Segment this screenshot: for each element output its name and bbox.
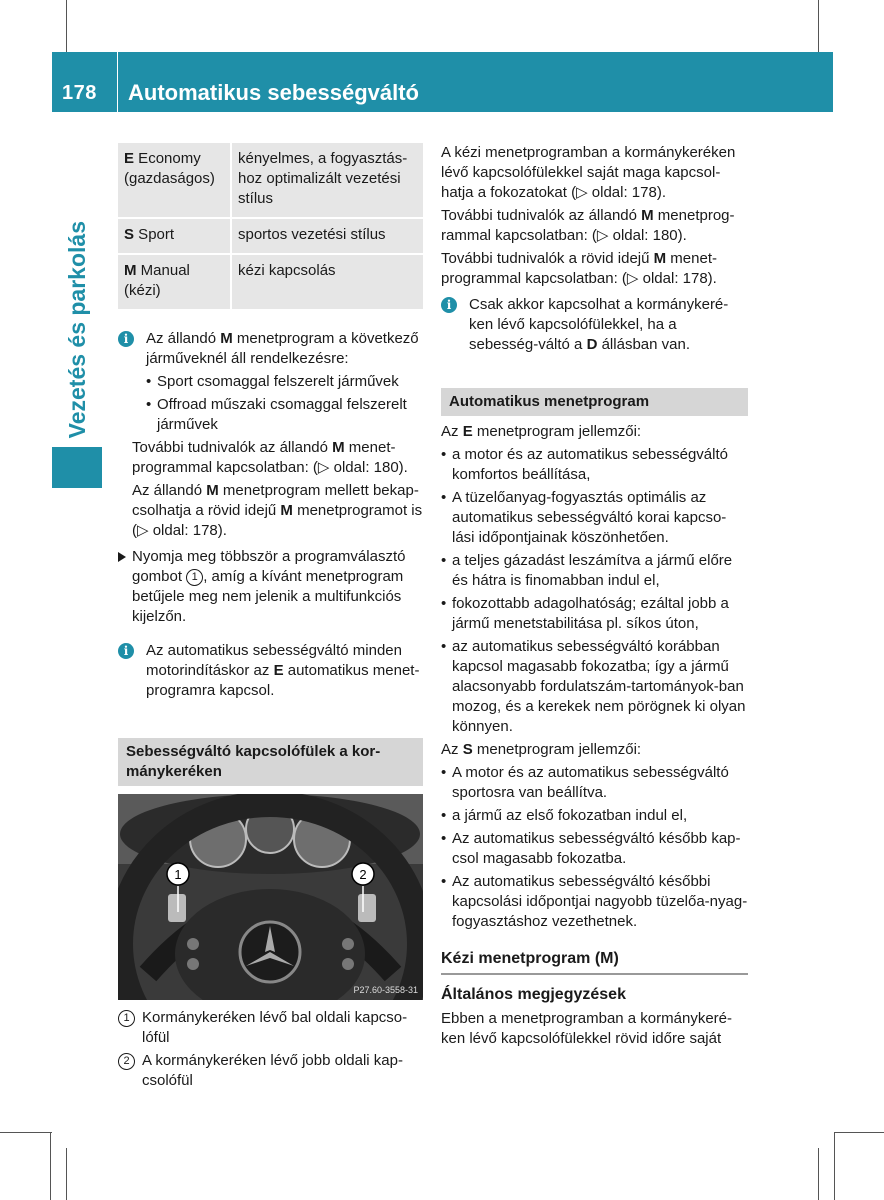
legend-item: 2 A kormánykeréken lévő jobb oldali kap-csolófül xyxy=(118,1051,423,1091)
list-item: • Az automatikus sebességváltó későbbi kapcsolási időpontjai nagyobb tüzelőa-nyag-fogyasztáshoz vezethetnek. xyxy=(441,872,748,932)
paragraph: Az E menetprogram jellemzői: xyxy=(441,423,642,440)
list-item: • fokozottabb adagolhatóság; ezáltal jobb a jármű menetstabilitása pl. síkos úton, xyxy=(441,594,748,634)
list-item: • a jármű az első fokozatban indul el, xyxy=(441,806,748,826)
table-cell-mode: S Sport xyxy=(118,218,231,254)
bullet-list xyxy=(146,372,423,435)
side-tab xyxy=(52,112,102,438)
crop-mark xyxy=(834,1132,835,1200)
table-cell-desc: sportos vezetési stílus xyxy=(231,218,423,254)
list-item: • az automatikus sebességváltó korábban kapcsol magasabb fokozatba; így a jármű alacsonyabb fordulatszám-tartományok-ban mozog, és a kerekek nem pörögnek ki olyan könnyen. xyxy=(441,637,748,737)
crop-mark xyxy=(834,1132,884,1133)
section-heading: Sebességváltó kapcsolófülek a kor-mánykeréken xyxy=(118,738,423,786)
info-icon: i xyxy=(441,297,457,313)
crop-mark xyxy=(50,1132,51,1200)
left-column xyxy=(118,143,423,1094)
list-item: • A motor és az automatikus sebességváltó sportosra van beállítva. xyxy=(441,763,748,803)
paragraph: További tudnivalók a rövid idejű M menet-programmal kapcsolatban: (▷ oldal: 178). xyxy=(441,250,717,287)
instruction-step: Nyomja meg többször a programválasztó gombot 1 , amíg a kívánt menetprogram betűjele meg nem jelenik a multifunkciós kijelzőn. xyxy=(118,547,423,627)
table-row xyxy=(118,218,423,254)
table-cell-desc: kézi kapcsolás xyxy=(231,254,423,309)
paragraph: További tudnivalók az állandó M menetprog-rammal kapcsolatban: (▷ oldal: 180). xyxy=(441,207,735,244)
paragraph: További tudnivalók az állandó M menet-programmal kapcsolatban: (▷ oldal: 180). xyxy=(132,439,408,476)
bullet-list xyxy=(441,763,748,932)
info-note: i Az automatikus sebességváltó minden motorindításkor az E automatikus menet-programra kapcsol. xyxy=(118,641,423,701)
arrow-right-icon xyxy=(118,552,126,562)
crop-mark xyxy=(0,1132,52,1133)
table-row xyxy=(118,254,423,309)
info-icon: i xyxy=(118,643,134,659)
image-code: P27.60-3558-31 xyxy=(353,985,418,995)
list-item: • Offroad műszaki csomaggal felszerelt járművek xyxy=(146,395,423,435)
crop-mark xyxy=(66,0,67,52)
section-heading: Automatikus menetprogram xyxy=(441,388,748,416)
callout-1-label: 1 xyxy=(174,867,182,882)
crop-mark xyxy=(818,1148,819,1200)
side-tab-marker xyxy=(52,447,102,488)
header-divider xyxy=(117,52,118,112)
callout-2-label: 2 xyxy=(359,867,367,882)
side-tab-label: Vezetés és parkolás xyxy=(63,220,90,438)
crop-mark xyxy=(66,1148,67,1200)
callout-2-icon: 2 xyxy=(118,1053,135,1070)
info-note: i Az állandó M menetprogram a következő járműveknél áll rendelkezésre: xyxy=(118,329,423,369)
page-title: Automatikus sebességváltó xyxy=(128,80,419,105)
right-column xyxy=(441,143,748,1052)
callout-1-icon: 1 xyxy=(118,1010,135,1027)
list-item: • Az automatikus sebességváltó később kap-csol magasabb fokozatba. xyxy=(441,829,748,869)
crop-mark xyxy=(818,0,819,52)
paragraph: A kézi menetprogramban a kormánykeréken lévő kapcsolófülekkel saját maga kapcsol-hatja a fokozatokat (▷ oldal: 178). xyxy=(441,144,736,201)
list-item: • Sport csomaggal felszerelt járművek xyxy=(146,372,423,392)
legend-item: 1 Kormánykeréken lévő bal oldali kapcso-lófül xyxy=(118,1008,423,1048)
paragraph: Az állandó M menetprogram mellett bekap-csolhatja a rövid idejű M menetprogramot is (▷ oldal: 178). xyxy=(132,482,423,539)
steering-wheel-image xyxy=(118,794,423,1000)
list-item: • a teljes gázadást leszámítva a jármű előre és hátra is finomabban indul el, xyxy=(441,551,748,591)
table-row xyxy=(118,143,423,218)
subsection-heading: Általános megjegyzések xyxy=(441,986,626,1003)
page-number: 178 xyxy=(62,82,97,104)
list-item: • A tüzelőanyag-fogyasztás optimális az automatikus sebességváltó korai kapcso-lási időpontjainak köszönhetően. xyxy=(441,488,748,548)
modes-table xyxy=(118,143,423,309)
paragraph: Az S menetprogram jellemzői: xyxy=(441,741,642,758)
table-cell-mode: M Manual (kézi) xyxy=(118,254,231,309)
info-icon: i xyxy=(118,331,134,347)
info-note: i Csak akkor kapcsolhat a kormánykeré-ken lévő kapcsolófülekkel, ha a sebesség-váltó a D állásban van. xyxy=(441,295,748,355)
list-item: • a motor és az automatikus sebességváltó komfortos beállítása, xyxy=(441,445,748,485)
paragraph: Ebben a menetprogramban a kormánykeré-ken lévő kapcsolófülekkel rövid időre saját xyxy=(441,1010,732,1047)
bullet-list xyxy=(441,445,748,737)
subsection-heading: Kézi menetprogram (M) xyxy=(441,950,619,967)
table-cell-mode: E Economy (gazdaságos) xyxy=(118,143,231,218)
table-cell-desc: kényelmes, a fogyasztás-hoz optimalizált vezetési stílus xyxy=(231,143,423,218)
callout-1-icon: 1 xyxy=(186,569,203,586)
